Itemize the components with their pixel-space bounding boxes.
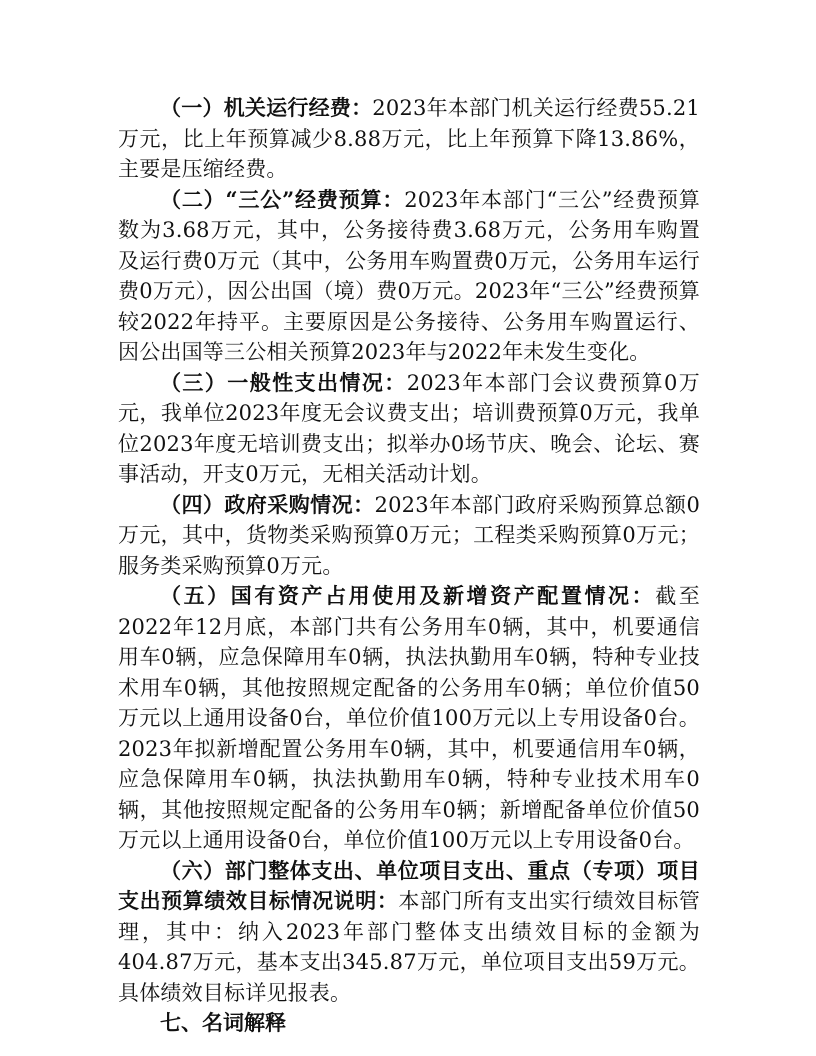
paragraph-operating-expenses xyxy=(118,93,700,185)
paragraph-body: 2023年本部门政府采购预算总额0万元，其中，货物类采购预算0万元；工程类采购预算0万元；服务类采购预算0万元。 xyxy=(118,492,701,578)
paragraph-body: 2023年本部门会议费预算0万元，我单位2023年度无会议费支出；培训费预算0万元，我单位2023年度无培训费支出；拟举办0场节庆、晚会、论坛、赛事活动，开支0万元，无相关活动计划。 xyxy=(118,370,700,486)
paragraph-heading: （二）“三公”经费预算： xyxy=(160,186,405,212)
paragraph-general-expenditure xyxy=(118,368,700,490)
paragraph-heading: （三）一般性支出情况： xyxy=(160,369,407,395)
paragraph-performance-targets xyxy=(118,856,700,1009)
paragraph-heading: （六）部门整体支出、单位项目支出、重点（专项）项目支出预算绩效目标情况说明： xyxy=(118,857,700,913)
section-title: 七、名词解释 xyxy=(160,1010,286,1035)
paragraph-body: 截至2022年12月底，本部门共有公务用车0辆，其中，机要通信用车0辆，应急保障用车0辆，执法执勤用车0辆，特种专业技术用车0辆，其他按照规定配备的公务用车0辆；单位价值50万元以上通用设备0台，单位价值100万元以上专用设备0台。2023年拟新增配置公务用车0辆，其中，机要通信用车0辆，应急保障用车0辆，执法执勤用车0辆，特种专业技术用车0辆，其他按照规定配备的公务用车0辆；新增配备单位价值50万元以上通用设备0台，单位价值100万元以上专用设备0台。 xyxy=(118,584,701,852)
paragraph-body: 2023年本部门机关运行经费55.21万元，比上年预算减少8.88万元，比上年预算下降13.86%，主要是压缩经费。 xyxy=(118,96,700,181)
paragraph-government-procurement xyxy=(118,490,700,582)
paragraph-body: 2023年本部门“三公”经费预算数为3.68万元，其中，公务接待费3.68万元，公务用车购置及运行费0万元（其中，公务用车购置费0万元，公务用车运行费0万元），因公出国（境）费0万元。2023年“三公”经费预算较2022年持平。主要原因是公务接待、公务用车购置运行、因公出国等三公相关预算2023年与2022年未发生变化。 xyxy=(118,187,700,364)
paragraph-heading: （一）机关运行经费： xyxy=(160,95,373,120)
paragraph-heading: （五）国有资产占用使用及新增资产配置情况： xyxy=(160,583,656,608)
paragraph-three-public-expenses xyxy=(118,185,700,368)
paragraph-heading: （四）政府采购情况： xyxy=(160,491,375,517)
paragraph-body: 本部门所有支出实行绩效目标管理，其中：纳入2023年部门整体支出绩效目标的金额为404.87万元，基本支出345.87万元，单位项目支出59万元。具体绩效目标详见报表。 xyxy=(118,889,700,1005)
paragraph-state-assets xyxy=(118,581,700,856)
document-page xyxy=(118,93,700,1039)
